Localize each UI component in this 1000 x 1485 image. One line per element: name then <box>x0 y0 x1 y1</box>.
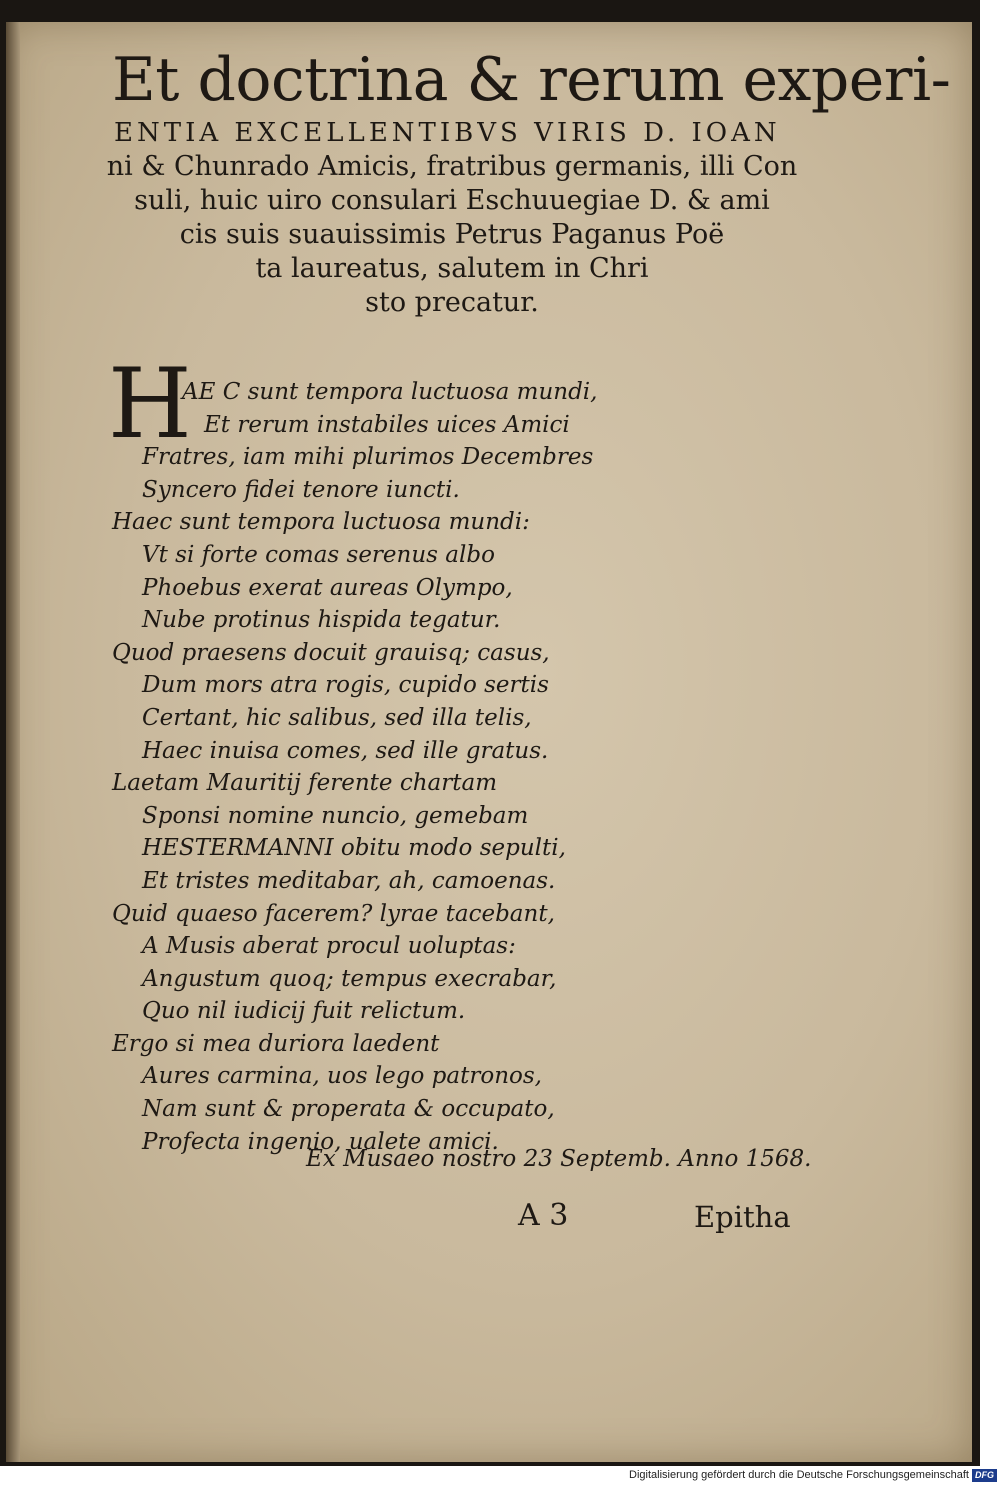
poem-line: Sponsi nomine nuncio, gemebam <box>142 802 529 829</box>
signoff: Ex Musaeo nostro 23 Septemb. Anno 1568. <box>306 1146 812 1172</box>
dedication-line: ni & Chunrado Amicis, fratribus germanis, illi Con <box>106 151 798 182</box>
poem-line: Quod praesens docuit grauisq; casus, <box>112 639 550 666</box>
page-title: Et doctrina & rerum experi- <box>112 45 951 115</box>
poem-line: Quo nil iudicij fuit relictum. <box>142 998 466 1025</box>
poem-line: Et tristes meditabar, ah, camoenas. <box>142 867 556 894</box>
poem-line: Et rerum instabiles uices Amici <box>204 411 570 438</box>
dfg-logo-icon: DFG <box>972 1469 997 1482</box>
dedication-line: suli, huic uiro consulari Eschuuegiae D. & ami <box>134 185 770 216</box>
poem-line: Angustum quoq; tempus execrabar, <box>142 965 557 992</box>
poem-line: Vt si forte comas serenus albo <box>142 541 495 568</box>
poem-line: Nam sunt & properata & occupato, <box>142 1096 555 1123</box>
dedication-line: sto precatur. <box>365 287 539 318</box>
poem-line: HESTERMANNI obitu modo sepulti, <box>142 835 566 862</box>
caps-line: ENTIA EXCELLENTIBVS VIRIS D. IOAN <box>114 118 781 148</box>
poem-line: Haec sunt tempora luctuosa mundi: <box>112 509 530 536</box>
poem-line: Fratres, iam mihi plurimos Decembres <box>142 444 594 471</box>
poem-line: Syncero fidei tenore iuncti. <box>142 476 460 503</box>
poem-line: AE C sunt tempora luctuosa mundi, <box>182 379 598 405</box>
dedication-line: cis suis suauissimis Petrus Paganus Poë <box>179 219 725 250</box>
book-page <box>6 22 972 1462</box>
poem-line: A Musis aberat procul uoluptas: <box>142 933 516 960</box>
poem-line: Haec inuisa comes, sed ille gratus. <box>142 737 549 764</box>
signature-mark: A 3 <box>518 1198 569 1233</box>
dedication <box>102 150 802 320</box>
poem-line: Ergo si mea duriora laedent <box>112 1030 440 1057</box>
poem-line: Aures carmina, uos lego patronos, <box>142 1063 542 1090</box>
poem <box>112 376 812 1158</box>
footer-credit <box>0 1466 1000 1485</box>
poem-line: Laetam Mauritij ferente chartam <box>112 770 498 797</box>
poem-line: Phoebus exerat aureas Olympo, <box>142 574 513 601</box>
footer-text: Digitalisierung gefördert durch die Deutsche Forschungsgemeinschaft <box>629 1469 969 1481</box>
drop-cap: H <box>108 348 192 460</box>
poem-line: Profecta ingenio, ualete amici. <box>142 1128 499 1155</box>
poem-line: Certant, hic salibus, sed illa telis, <box>142 704 532 731</box>
poem-line: Dum mors atra rogis, cupido sertis <box>142 672 549 699</box>
poem-line: Quid quaeso facerem? lyrae tacebant, <box>112 900 555 927</box>
page-text <box>6 22 972 1462</box>
poem-line: Nube protinus hispida tegatur. <box>142 607 501 634</box>
dedication-line: ta laureatus, salutem in Chri <box>255 253 649 284</box>
catchword: Epitha <box>694 1200 791 1234</box>
